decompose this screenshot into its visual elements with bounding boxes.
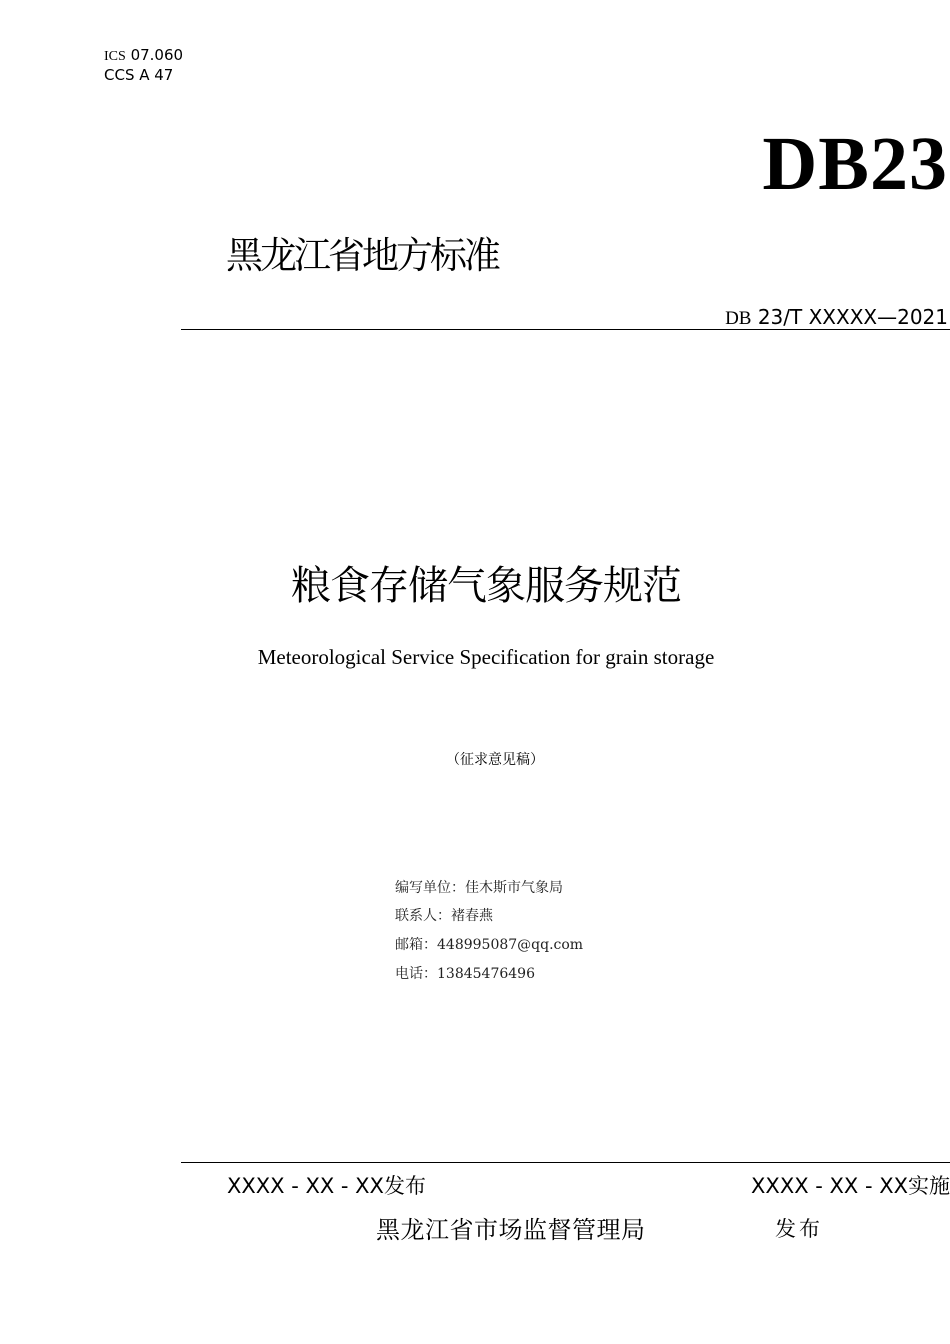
ics-label: ICS	[104, 49, 126, 64]
contact-phone: 电话：13845476496	[395, 966, 535, 982]
contact-email: 邮箱：448995087@qq.com	[395, 937, 584, 953]
standard-logo: DB23	[762, 122, 948, 206]
publish-date: XXXX - XX - XX发布	[227, 1174, 426, 1198]
ics-number: 07.060	[130, 46, 184, 64]
standard-type: 黑龙江省地方标准	[226, 234, 498, 277]
standard-number	[725, 304, 948, 332]
issue-label: 发布	[775, 1217, 823, 1241]
standard-number-prefix: DB	[725, 308, 752, 329]
title-chinese: 粮食存储气象服务规范	[291, 563, 681, 609]
contact-organization: 编写单位：佳木斯市气象局	[395, 880, 563, 896]
contact-person: 联系人：褚春燕	[395, 908, 493, 924]
top-divider	[181, 329, 950, 330]
title-english: Meteorological Service Specification for grain storage	[257, 645, 715, 669]
standard-number-value: 23/T XXXXX—2021	[757, 305, 948, 329]
implement-date: XXXX - XX - XX实施	[751, 1174, 950, 1198]
bottom-divider	[181, 1162, 950, 1163]
issuing-authority: 黑龙江省市场监督管理局	[376, 1216, 646, 1244]
ccs-code: CCS A 47	[104, 66, 174, 84]
draft-status: （征求意见稿）	[446, 752, 544, 768]
ics-code	[104, 46, 183, 66]
